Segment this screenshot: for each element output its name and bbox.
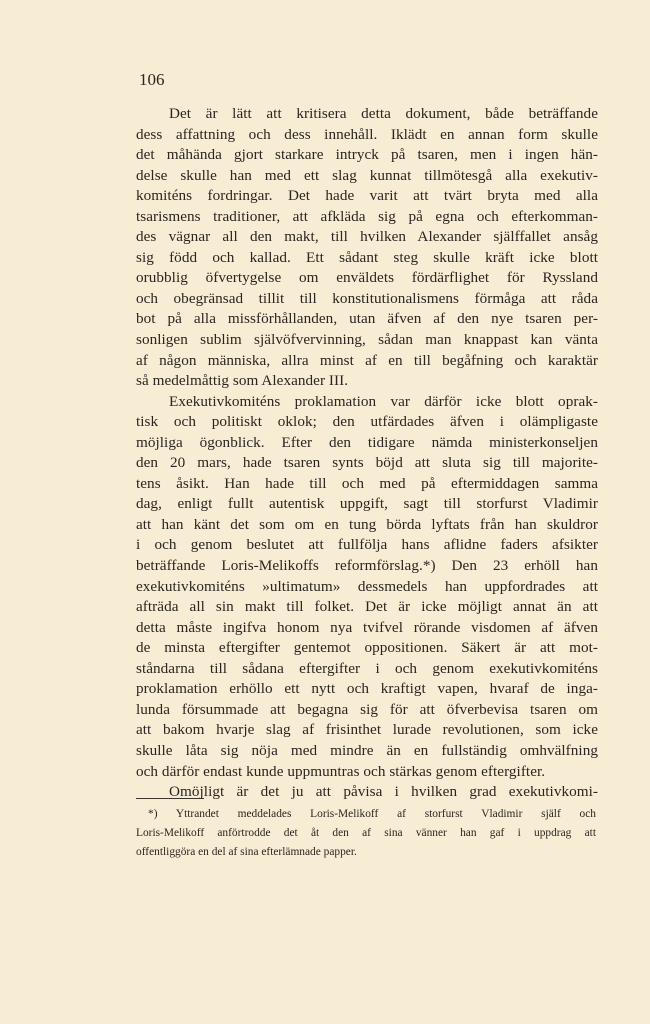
text-line: afträda all sin makt till folket. Det är icke möjligt annat än att — [136, 598, 598, 616]
text-line: beträffande Loris-Melikoffs reformförslag.*) Den 23 erhöll han — [136, 557, 598, 575]
text-line: tisk och politiskt oklok; den utfärdades äfven i olämpligaste — [136, 413, 598, 431]
text-line: att bakom hvarje slag af frisinthet lurade revolutionen, som icke — [136, 721, 598, 739]
text-line: tsarismens traditioner, att afkläda sig på egna och efterkomman- — [136, 207, 598, 225]
text-line: Omöjligt är det ju att påvisa i hvilken grad exekutivkomi- — [169, 783, 598, 801]
text-line: ståndarna till sådana eftergifter i och genom exekutivkomiténs — [136, 659, 598, 677]
footnote-line: *) Yttrandet meddelades Loris-Melikoff af storfurst Vladimir själf och — [148, 808, 596, 820]
text-line: möjliga ögonblick. Efter den tidigare nämda ministerkonseljen — [136, 433, 598, 451]
text-line: des vägnar all den makt, till hvilken Alexander själffallet ansåg — [136, 228, 598, 246]
text-line: det måhända gjort starkare intryck på tsaren, men i ingen hän- — [136, 146, 598, 164]
text-line: i och genom beslutet att fullfölja hans aflidne faders afsikter — [136, 536, 598, 554]
text-line: skulle låta sig nöja med mindre än en fullständig omhvälfning — [136, 741, 598, 759]
text-line: så medelmåttig som Alexander III. — [136, 372, 349, 390]
page-number: 106 — [139, 70, 165, 89]
text-line: exekutivkomiténs »ultimatum» dessmedels han uppfordrades att — [136, 577, 598, 595]
text-line: dag, enligt fullt autentisk uppgift, sagt till storfurst Vladimir — [136, 495, 598, 513]
footnote-line: offentliggöra en del af sina efterlämnade papper. — [136, 846, 357, 858]
text-line: sonligen sublim självöfvervinning, sådan man knappast kan vänta — [136, 331, 598, 349]
footnote-rule — [136, 798, 204, 799]
text-line: tens åsikt. Han hade till och med på eftermiddagen samma — [136, 474, 598, 492]
text-line: af någon människa, allra minst af en till begåfning och karaktär — [136, 351, 598, 369]
body-text — [136, 104, 598, 803]
text-line: bot på alla missförhållanden, utan äfven af den nye tsaren per- — [136, 310, 598, 328]
text-line: sig född och kallad. Ett sådant steg skulle kräft icke blott — [136, 248, 598, 266]
text-line: Det är lätt att kritisera detta dokument, både beträffande — [169, 105, 598, 122]
text-line: de minsta eftergifter gentemot oppositionen. Säkert är att mot- — [136, 639, 598, 657]
text-line: delse skulle han med ett slag kunnat tillmötesgå alla exekutiv- — [136, 166, 598, 184]
text-line: proklamation erhöllo ett nytt och kraftigt vapen, hvaraf de inga- — [136, 680, 598, 698]
text-line: detta måste ingifva honom nya tvifvel rörande visdomen af äfven — [136, 618, 598, 636]
text-line: och därför endast kunde uppmuntras och stärkas genom eftergifter. — [136, 762, 546, 780]
text-line: den 20 mars, hade tsaren synts böjd att sluta sig till majorite- — [136, 454, 598, 472]
text-line: dess affattning och dess innehåll. Iklädt en annan form skulle — [136, 125, 598, 143]
text-line: Exekutivkomiténs proklamation var därför icke blott oprak- — [169, 392, 598, 410]
footnote-line: Loris-Melikoff anförtrodde det åt den af sina vänner han gaf i uppdrag att — [136, 827, 596, 839]
text-line: att han känt det som om en tung börda lyftats från han skuldror — [136, 515, 598, 533]
footnote — [136, 805, 596, 862]
text-line: och obegränsad tillit till konstitutionalismens förmåga att råda — [136, 289, 598, 307]
text-line: orubblig öfvertygelse om enväldets fördärflighet för Ryssland — [136, 269, 598, 287]
text-line: lunda försummade att begagna sig för att öfverbevisa tsaren om — [136, 700, 598, 718]
text-line: komiténs fordringar. Det hade varit att tvärt bryta med alla — [136, 187, 598, 205]
